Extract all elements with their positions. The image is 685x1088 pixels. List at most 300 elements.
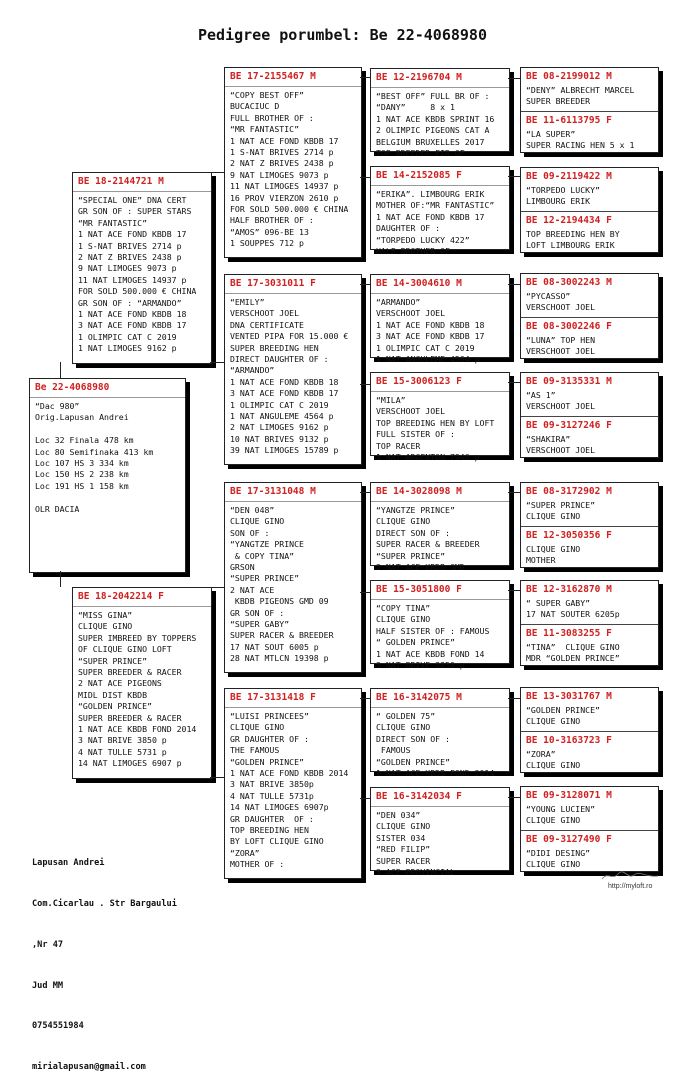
- detail-line: Orig.Lapusan Andrei: [35, 412, 129, 423]
- detail-line: HALF SISTER OF : FAMOUS: [376, 625, 490, 636]
- grandparent-1-card: [224, 67, 362, 258]
- detail-line: BY LOFT CLIQUE GINO: [230, 836, 324, 847]
- detail-line: 1 NAT ACE FOND KBDB 17: [230, 135, 339, 146]
- detail-line: 16 PROV VIERZON 2610 p: [230, 192, 339, 203]
- connector-line: [360, 592, 370, 593]
- ancestor-details: [521, 543, 658, 567]
- detail-line: “EMILY”: [230, 297, 265, 307]
- detail-line: [35, 492, 180, 503]
- connector-line: [508, 78, 520, 79]
- detail-line: 2 NAT ACE: [230, 584, 275, 595]
- detail-line: FULL BROTHER OF :: [230, 112, 314, 123]
- detail-line: VERSCHOOT JOEL: [526, 302, 596, 312]
- detail-line: & COPY TINA”: [230, 550, 295, 561]
- detail-line: “LUNA” TOP HEN: [526, 335, 596, 345]
- ancestor-gen4-8: [521, 416, 658, 458]
- detail-line: “RED FILIP”: [376, 844, 431, 855]
- ancestor-details: [521, 290, 658, 314]
- ancestor-ring: BE 08-3002243 M: [526, 277, 612, 288]
- ancestor-gen4-11: [521, 581, 658, 624]
- detail-line: “YANGTZE PRINCE”: [376, 505, 455, 515]
- ancestor-gen4-15: [521, 787, 658, 830]
- great-grandparent-7-details: [371, 708, 509, 782]
- detail-line: “COPY TINA”: [376, 603, 431, 613]
- detail-line: 1 NAT LIMOGES 9162 p: [78, 343, 177, 354]
- ancestor-ring: BE 08-3002246 F: [526, 321, 612, 332]
- great-grandparent-1-card: [370, 68, 510, 159]
- connector-line: [60, 571, 61, 587]
- great-grandparent-3-card: [370, 274, 510, 365]
- great-grandparent-3-details: [371, 294, 509, 368]
- detail-line: LIMBOURG ERIK: [526, 196, 591, 206]
- detail-line: SUPER BREEDER & RACER: [78, 712, 182, 723]
- dam-card: [72, 587, 212, 779]
- ancestor-ring: BE 09-3127246 F: [526, 420, 612, 431]
- gen4-pair: [520, 482, 659, 568]
- connector-line: [508, 590, 520, 591]
- connector-line: [210, 172, 224, 173]
- detail-line: 1 OLIMPIC CAT C 2019: [78, 331, 177, 342]
- detail-line: 3 NAT ACE FOND KBDB 17: [78, 320, 187, 331]
- detail-line: “GOLDEN PRINCE”: [230, 756, 304, 767]
- detail-line: CLIQUE GINO: [376, 722, 431, 733]
- detail-line: 2 NAT ACE PIGEONS: [78, 678, 162, 689]
- connector-line: [508, 382, 520, 383]
- ancestor-gen4-2: [521, 111, 658, 153]
- connector-line: [508, 284, 520, 285]
- detail-line: BELGIUM BRUXELLES 2017: [376, 136, 485, 147]
- connector-line: [360, 284, 370, 285]
- detail-line: THE FAMOUS: [230, 745, 280, 756]
- detail-line: SUPER RACER & BREEDER: [376, 539, 480, 550]
- detail-line: BUCACIUC D: [230, 101, 280, 112]
- detail-line: 9 NAT LIMOGES 9073 p: [230, 169, 329, 180]
- grandparent-2-details: [225, 294, 361, 460]
- connector-line: [210, 587, 224, 588]
- detail-line: 3 NAT BRIVE 3850 p: [376, 660, 465, 671]
- connector-line: [508, 176, 520, 177]
- detail-line: 1 NAT ARGENTON 7946 p: [376, 452, 480, 463]
- ancestor-details: [521, 84, 658, 108]
- detail-line: CLIQUE GINO: [526, 760, 581, 770]
- detail-line: 10 NAT BRIVES 9132 p: [230, 433, 329, 444]
- ancestor-gen4-5: [521, 274, 658, 317]
- detail-line: [35, 424, 180, 435]
- great-grandparent-8-ring: BE 16-3142034 F: [371, 788, 509, 807]
- detail-line: 1 S-NAT BRIVES 2714 p: [230, 147, 334, 158]
- detail-line: VERSCHOOT JOEL: [376, 406, 446, 417]
- ancestor-ring: BE 08-3172902 M: [526, 486, 612, 497]
- ancestor-gen4-14: [521, 731, 658, 773]
- detail-line: “ERIKA”. LIMBOURG ERIK: [376, 189, 485, 199]
- ancestor-gen4-6: [521, 317, 658, 359]
- detail-line: GR SON OF : “ARMANDO”: [78, 297, 182, 308]
- detail-line: 1 NAT ACE KBDB FOND 2014: [78, 724, 197, 735]
- ancestor-ring: BE 09-2119422 M: [526, 171, 612, 182]
- connector-line: [360, 177, 370, 178]
- detail-line: TOP BREEDING HEN: [230, 825, 309, 836]
- detail-line: OLR DACIA: [35, 503, 80, 514]
- watermark-url: http://myloft.ro: [608, 883, 653, 890]
- detail-line: 28 NAT MTLCN 19398 p: [230, 653, 329, 664]
- detail-line: “ARMANDO”: [376, 297, 421, 307]
- detail-line: MOTHER OF:“MR FANTASTIC”: [376, 200, 495, 211]
- detail-line: 1 NAT ACE FOND KBDB 17: [78, 229, 187, 240]
- great-grandparent-2-details: [371, 186, 509, 260]
- detail-line: 3 ACE PROVINCIAL: [376, 867, 455, 878]
- detail-line: 1 NAT ANGULEME 4564 p: [376, 354, 480, 365]
- detail-line: CLIQUE GINO: [526, 544, 581, 554]
- ancestor-details: [521, 334, 658, 358]
- detail-line: “ZORA”: [526, 749, 556, 759]
- great-grandparent-5-ring: BE 14-3028098 M: [371, 483, 509, 502]
- detail-line: SUPER RACER: [376, 855, 431, 866]
- ancestor-gen4-7: [521, 373, 658, 416]
- gen4-pair: [520, 67, 659, 153]
- ancestor-ring: BE 09-3127490 F: [526, 834, 612, 845]
- detail-line: SUPER IMBREED BY TOPPERS: [78, 632, 197, 643]
- detail-line: MDR “GOLDEN PRINCE”: [526, 653, 620, 663]
- detail-line: 1 NAT ACE KBDB FOND 14: [376, 648, 485, 659]
- detail-line: “TORPEDO LUCKY 422”: [376, 234, 470, 245]
- detail-line: 1 NAT ACE KBDB SPRINT 16: [376, 113, 495, 124]
- detail-line: “LUISI PRINCEES”: [230, 711, 309, 721]
- connector-line: [508, 492, 520, 493]
- detail-line: 2 NAT ACE KBDB GMD: [376, 562, 465, 573]
- great-grandparent-6-details: [371, 600, 509, 674]
- detail-line: “MR FANTASTIC”: [78, 217, 148, 228]
- subject-card: [29, 378, 186, 573]
- detail-line: MIDL DIST KBDB: [78, 689, 148, 700]
- gen4-pair: [520, 273, 659, 359]
- great-grandparent-2-card: [370, 166, 510, 257]
- gen4-pair: [520, 167, 659, 253]
- detail-line: Loc 80 Semifinaka 413 km: [35, 446, 154, 457]
- detail-line: FOR SOLD 500.000 € CHINA: [230, 204, 349, 215]
- connector-line: [60, 362, 61, 378]
- ancestor-ring: BE 09-3128071 M: [526, 790, 612, 801]
- detail-line: VERSCHOOT JOEL: [526, 401, 596, 411]
- connector-line: [508, 698, 520, 699]
- detail-line: 1 NAT ACE FOND KBDB 18: [78, 309, 187, 320]
- ancestor-details: [521, 128, 658, 152]
- ancestor-gen4-4: [521, 211, 658, 253]
- detail-line: FULL SISTER OF :: [376, 429, 455, 440]
- detail-line: “DIDI DESING”: [526, 848, 591, 858]
- detail-line: CLIQUE GINO: [230, 722, 285, 733]
- detail-line: 39 NAT LIMOGES 15789 p: [230, 445, 339, 456]
- detail-line: “BEST OFF” FULL BR OF :: [376, 91, 490, 101]
- detail-line: CLIQUE GINO: [526, 815, 581, 825]
- detail-line: DNA CERTIFICATE: [230, 319, 304, 330]
- detail-line: SON OF :: [230, 527, 270, 538]
- detail-line: CLIQUE GINO: [376, 821, 431, 832]
- ancestor-ring: BE 11-3083255 F: [526, 628, 612, 639]
- detail-line: “SUPER PRINCE”: [230, 573, 300, 584]
- detail-line: “YOUNG LUCIEN”: [526, 804, 596, 814]
- great-grandparent-3-ring: BE 14-3004610 M: [371, 275, 509, 294]
- sire-details: [73, 192, 211, 358]
- detail-line: “SUPER PRINCE”: [526, 500, 596, 510]
- dam-details: [73, 607, 211, 773]
- detail-line: 1 NAT ANGULEME 4564 p: [230, 411, 334, 422]
- detail-line: “TINA” CLIQUE GINO: [526, 642, 620, 652]
- detail-line: “SPECIAL ONE” DNA CERT: [78, 195, 187, 205]
- grandparent-1-ring: BE 17-2155467 M: [225, 68, 361, 87]
- connector-line: [360, 384, 370, 385]
- detail-line: “Dac 980”: [35, 401, 80, 411]
- detail-line: “SUPER PRINCE”: [78, 655, 148, 666]
- detail-line: “DEN 034”: [376, 810, 421, 820]
- detail-line: 3 NAT ACE FOND KBDB 17: [376, 331, 485, 342]
- detail-line: 1 SOUPPES 712 p: [230, 238, 304, 249]
- sire-card: [72, 172, 212, 364]
- great-grandparent-5-card: [370, 482, 510, 573]
- detail-line: HALF BROTHER OF :: [230, 215, 314, 226]
- great-grandparent-6-ring: BE 15-3051800 F: [371, 581, 509, 600]
- ancestor-gen4-9: [521, 483, 658, 526]
- detail-line: “DEN 048”: [230, 505, 275, 515]
- detail-line: GRSON: [230, 562, 255, 573]
- ancestor-ring: BE 09-3135331 M: [526, 376, 612, 387]
- ancestor-details: [521, 389, 658, 413]
- detail-line: “PYCASSO”: [526, 291, 571, 301]
- detail-line: GR DAUGHTER OF :: [230, 733, 309, 744]
- great-grandparent-4-card: [370, 372, 510, 463]
- ancestor-ring: BE 08-2199012 M: [526, 71, 612, 82]
- detail-line: 2 OLIMPIC PIGEONS CAT A: [376, 125, 490, 136]
- detail-line: SUPER RACER & BREEDER: [230, 630, 334, 641]
- grandparent-4-card: [224, 688, 362, 879]
- detail-line: TOP RACER: [376, 440, 421, 451]
- subject-ring: Be 22-4068980: [30, 379, 185, 398]
- connector-line: [210, 362, 224, 363]
- grandparent-4-details: [225, 708, 361, 874]
- grandparent-1-details: [225, 87, 361, 253]
- ancestor-details: [521, 228, 658, 252]
- connector-line: [360, 492, 370, 493]
- great-grandparent-6-card: [370, 580, 510, 671]
- owner-email[interactable]: mirialapusan@gmail.com: [32, 1062, 146, 1073]
- detail-line: “COPY BEST OFF”: [230, 90, 304, 100]
- detail-line: “SHAKIRA”: [526, 434, 571, 444]
- detail-line: GR SON OF :: [230, 607, 285, 618]
- sire-ring: BE 18-2144721 M: [73, 173, 211, 192]
- detail-line: “ GOLDEN 75”: [376, 711, 436, 721]
- ancestor-details: [521, 184, 658, 208]
- great-grandparent-8-card: [370, 787, 510, 878]
- ancestor-ring: BE 13-3031767 M: [526, 691, 612, 702]
- detail-line: GR SON OF : SUPER STARS: [78, 206, 192, 217]
- great-grandparent-4-details: [371, 392, 509, 466]
- detail-line: 17 NAT SOUT 6005 p: [230, 641, 319, 652]
- ancestor-gen4-10: [521, 526, 658, 568]
- owner-number: ,Nr 47: [32, 939, 64, 950]
- detail-line: 3 NAT BRIVE 3850p: [230, 779, 314, 790]
- detail-line: CLIQUE GINO: [526, 859, 581, 869]
- detail-line: 11 NAT LIMOGES 14937 p: [230, 181, 339, 192]
- detail-line: 1 S-NAT BRIVES 2714 p: [78, 240, 182, 251]
- detail-line: CLIQUE GINO: [526, 511, 581, 521]
- detail-line: CLIQUE GINO: [376, 516, 431, 527]
- owner-address: Com.Cicarlau . Str Bargaului: [32, 898, 177, 909]
- detail-line: 9 NAT LIMOGES 9073 p: [78, 263, 177, 274]
- detail-line: 14 NAT LIMOGES 6907p: [230, 802, 329, 813]
- gen4-pair: [520, 372, 659, 458]
- detail-line: 1 NAT ACE FOND KBDB 18: [376, 319, 485, 330]
- detail-line: TOP BREEDER FIR OF: [376, 148, 465, 159]
- ancestor-gen4-16: [521, 830, 658, 872]
- detail-line: “YANGTZE PRINCE: [230, 539, 304, 550]
- gen4-pair: [520, 786, 659, 872]
- detail-line: “MR FANTASTIC”: [230, 124, 300, 135]
- detail-line: FOR SOLD 500.000 € CHINA: [78, 286, 197, 297]
- great-grandparent-7-ring: BE 16-3142075 M: [371, 689, 509, 708]
- ancestor-gen4-1: [521, 68, 658, 111]
- detail-line: 1 NAT ACE FOND KBDB 2014: [230, 768, 349, 779]
- detail-line: DAUGHTER OF :: [376, 223, 441, 234]
- ancestor-ring: BE 11-6113795 F: [526, 115, 612, 126]
- detail-line: “DANY” 8 x 1: [376, 102, 455, 113]
- great-grandparent-2-ring: BE 14-2152085 F: [371, 167, 509, 186]
- detail-line: CLIQUE GINO: [526, 716, 581, 726]
- signature-mark: [600, 870, 660, 882]
- ancestor-details: [521, 597, 658, 621]
- detail-line: CLIQUE GINO: [78, 621, 133, 632]
- ancestor-gen4-13: [521, 688, 658, 731]
- detail-line: “SUPER PRINCE”: [376, 550, 446, 561]
- detail-line: CLIQUE GINO: [376, 614, 431, 625]
- detail-line: TOP BREEDING HEN BY LOFT: [376, 417, 495, 428]
- detail-line: MOTHER: [526, 555, 556, 565]
- ancestor-ring: BE 10-3163723 F: [526, 735, 612, 746]
- detail-line: 1 OLIMPIC CAT C 2019: [230, 399, 329, 410]
- detail-line: VERSCHOOT JOEL: [376, 308, 446, 319]
- detail-line: Loc 32 Finala 478 km: [35, 435, 134, 446]
- detail-line: 2 NAT Z BRIVES 2438 p: [78, 252, 182, 263]
- detail-line: SUPER RACING HEN 5 x 1: [526, 140, 635, 150]
- grandparent-3-details: [225, 502, 361, 668]
- detail-line: SISTER 034: [376, 832, 426, 843]
- detail-line: “AS 1”: [526, 390, 556, 400]
- ancestor-ring: BE 12-3050356 F: [526, 530, 612, 541]
- grandparent-3-ring: BE 17-3131048 M: [225, 483, 361, 502]
- detail-line: “ GOLDEN PRINCE”: [376, 637, 455, 648]
- detail-line: “AMOS” 096-BE 13: [230, 226, 309, 237]
- detail-line: DIRECT SON OF :: [376, 527, 450, 538]
- connector-line: [360, 77, 370, 78]
- detail-line: 1 OLIMPIC CAT C 2019: [376, 342, 475, 353]
- ancestor-gen4-3: [521, 168, 658, 211]
- ancestor-details: [521, 803, 658, 827]
- dam-ring: BE 18-2042214 F: [73, 588, 211, 607]
- detail-line: TOP BREEDING HEN BY: [526, 229, 620, 239]
- detail-line: VERSCHOOT JOEL: [526, 346, 596, 356]
- detail-line: Loc 191 HS 1 158 km: [35, 480, 129, 491]
- ancestor-details: [521, 847, 658, 871]
- detail-line: 2 NAT LIMOGES 9162 p: [230, 422, 329, 433]
- ancestor-details: [521, 641, 658, 665]
- page-title: Pedigree porumbel: Be 22-4068980: [198, 26, 487, 44]
- detail-line: 1 NAT ACE FOND KBDB 17: [376, 211, 485, 222]
- detail-line: MOTHER OF :: [230, 859, 285, 870]
- detail-line: 3 NAT BRIVE 3850 p: [78, 735, 167, 746]
- detail-line: “GOLDEN PRINCE”: [78, 701, 152, 712]
- grandparent-3-card: [224, 482, 362, 673]
- detail-line: FAMOUS: [376, 745, 411, 756]
- detail-line: Loc 150 HS 2 238 km: [35, 469, 129, 480]
- detail-line: VERSCHOOT JOEL: [526, 445, 596, 455]
- detail-line: 4 NAT TULLE 5731p: [230, 790, 314, 801]
- detail-line: Loc 107 HS 3 334 km: [35, 458, 129, 469]
- connector-line: [210, 777, 224, 778]
- detail-line: 17 NAT SOUTER 6205p: [526, 609, 620, 619]
- grandparent-2-ring: BE 17-3031011 F: [225, 275, 361, 294]
- ancestor-details: [521, 433, 658, 457]
- detail-line: HALF BROTHER OF: [376, 246, 450, 257]
- grandparent-2-card: [224, 274, 362, 465]
- owner-phone: 0754551984: [32, 1021, 84, 1032]
- detail-line: LOFT LIMBOURG ERIK: [526, 240, 615, 250]
- detail-line: “GOLDEN PRINCE”: [526, 705, 600, 715]
- detail-line: “GOLDEN PRINCE”: [376, 756, 450, 767]
- connector-line: [508, 797, 520, 798]
- detail-line: “LA SUPER”: [526, 129, 576, 139]
- detail-line: KBDB PIGEONS GMD 09: [230, 596, 329, 607]
- owner-name: Lapusan Andrei: [32, 858, 105, 869]
- detail-line: 1 NAT ACE FOND KBDB 18: [230, 376, 339, 387]
- detail-line: “ARMANDO”: [230, 365, 275, 376]
- detail-line: GR DAUGHTER OF :: [230, 813, 314, 824]
- detail-line: “TORPEDO LUCKY”: [526, 185, 600, 195]
- detail-line: 4 NAT TULLE 5731 p: [78, 746, 167, 757]
- detail-line: SUPER BREEDING HEN: [230, 342, 319, 353]
- great-grandparent-4-ring: BE 15-3006123 F: [371, 373, 509, 392]
- great-grandparent-8-details: [371, 807, 509, 881]
- detail-line: 14 NAT LIMOGES 6907 p: [78, 758, 182, 769]
- connector-line: [360, 698, 370, 699]
- ancestor-ring: BE 12-2194434 F: [526, 215, 612, 226]
- detail-line: “MILA”: [376, 395, 406, 405]
- detail-line: 2 NAT Z BRIVES 2438 p: [230, 158, 334, 169]
- great-grandparent-7-card: [370, 688, 510, 779]
- ancestor-details: [521, 748, 658, 772]
- detail-line: “DENY” ALBRECHT MARCEL: [526, 85, 635, 95]
- great-grandparent-1-details: [371, 88, 509, 162]
- ancestor-ring: BE 12-3162870 M: [526, 584, 612, 595]
- gen4-pair: [520, 687, 659, 773]
- ancestor-details: [521, 704, 658, 728]
- detail-line: “MISS GINA”: [78, 610, 133, 620]
- great-grandparent-1-ring: BE 12-2196704 M: [371, 69, 509, 88]
- detail-line: “ZORA”: [230, 847, 260, 858]
- grandparent-4-ring: BE 17-3131418 F: [225, 689, 361, 708]
- owner-contact: [32, 830, 177, 1088]
- detail-line: “SUPER GABY”: [230, 619, 290, 630]
- great-grandparent-5-details: [371, 502, 509, 576]
- detail-line: VERSCHOOT JOEL: [230, 308, 300, 319]
- connector-line: [360, 798, 370, 799]
- detail-line: SUPER BREEDER: [526, 96, 591, 106]
- detail-line: CLIQUE GINO: [230, 516, 285, 527]
- subject-details: [30, 398, 185, 518]
- gen4-pair: [520, 580, 659, 666]
- detail-line: 1 NAT ACE KBDB FOND 2014: [376, 768, 495, 779]
- detail-line: VENTED PIPA FOR 15.000 €: [230, 331, 349, 342]
- detail-line: SUPER BREEDER & RACER: [78, 667, 182, 678]
- detail-line: “ SUPER GABY”: [526, 598, 591, 608]
- detail-line: 11 NAT LIMOGES 14937 p: [78, 274, 187, 285]
